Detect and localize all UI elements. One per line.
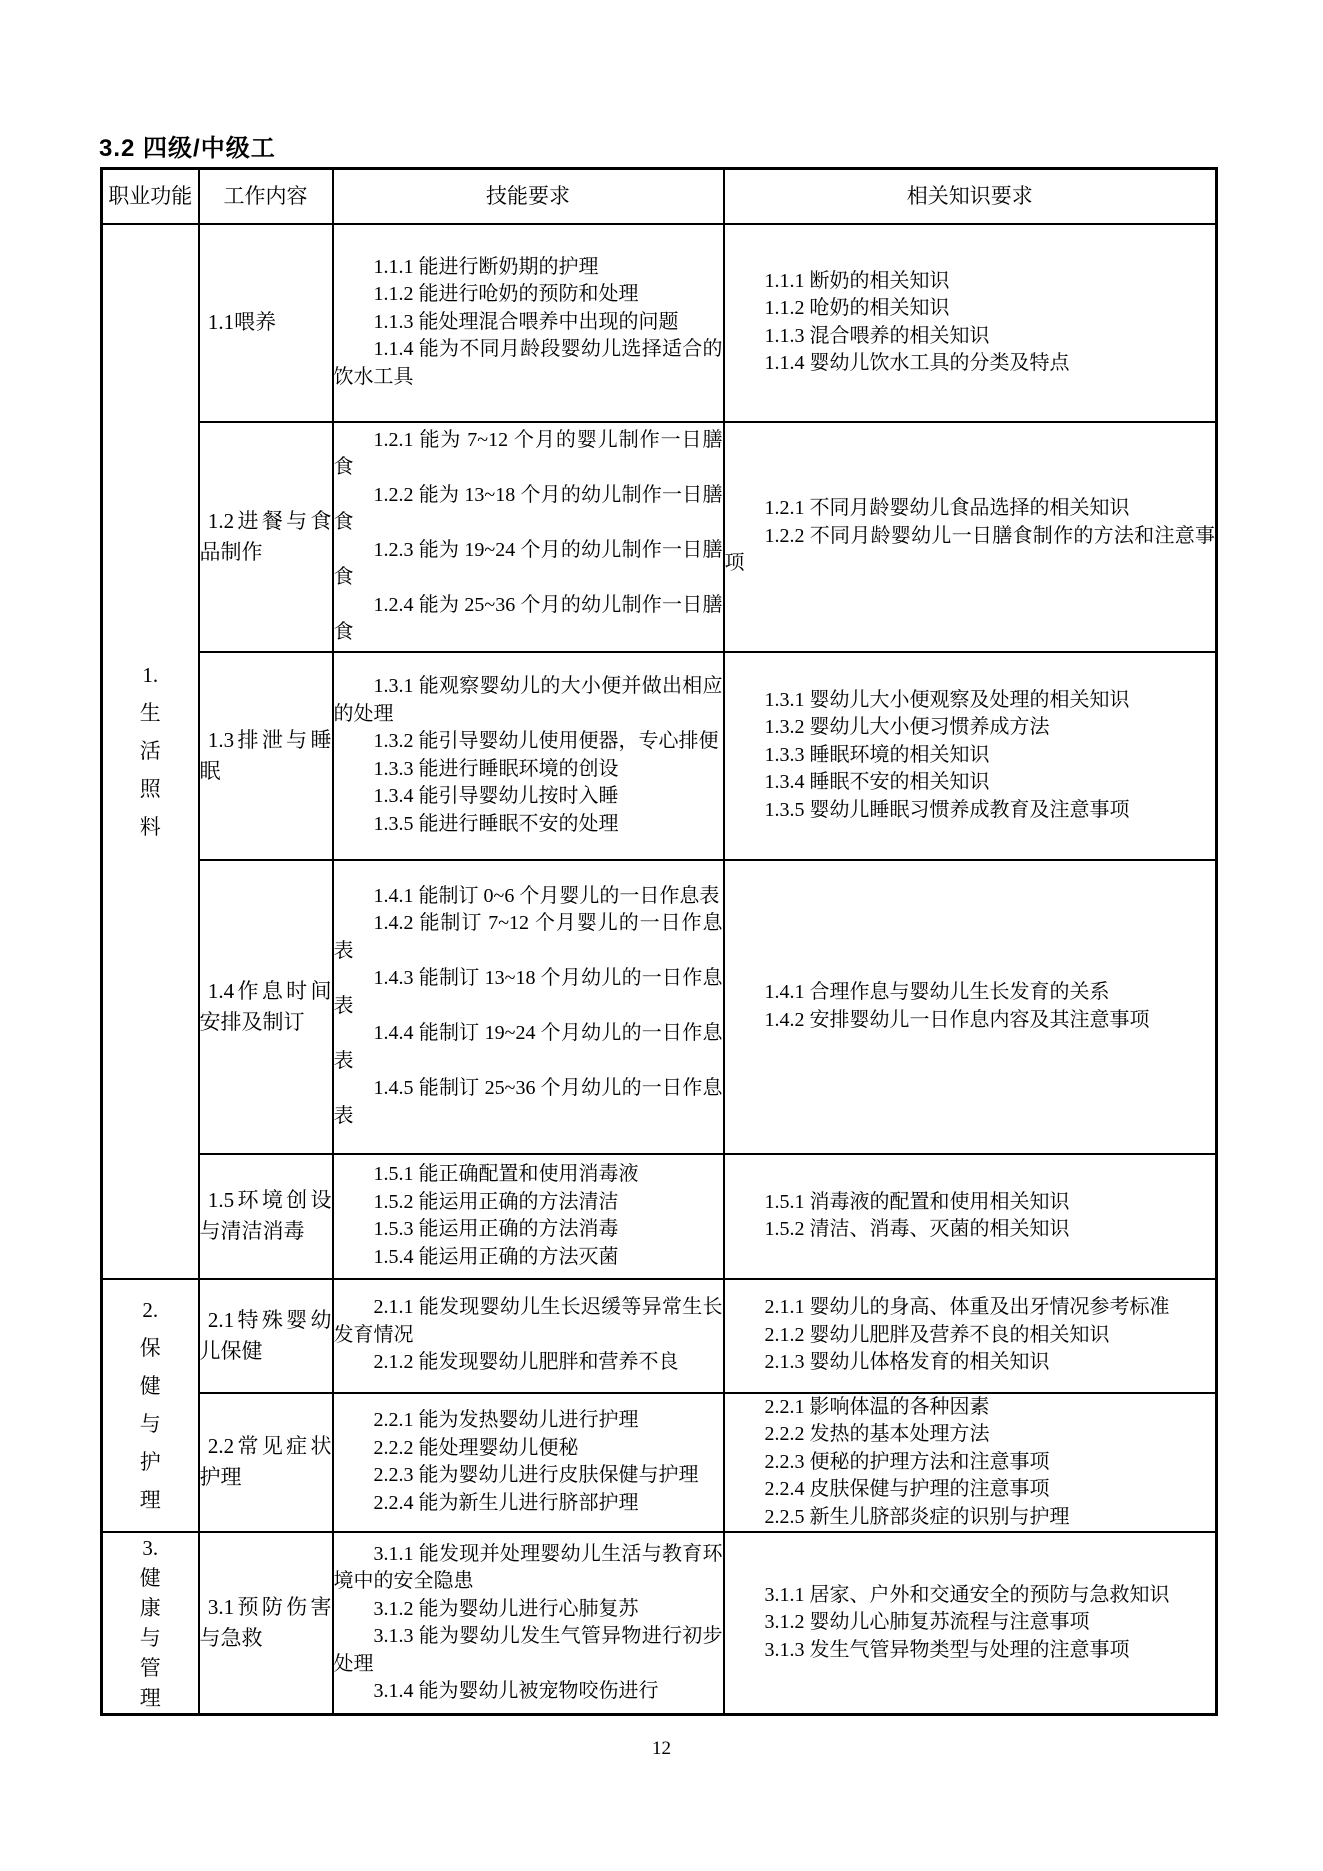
table-header-row [102,169,1217,224]
function-char: 理 [139,1686,161,1710]
function-char: 健 [139,1374,161,1399]
skills-cell-1-4 [333,860,724,1154]
table-row [102,1279,1217,1393]
skill-item: 3.1.4 能为婴幼儿被宠物咬伤进行 [373,1680,659,1702]
work-label: 1.1喂养 [207,310,277,334]
skill-item: 1.5.3 能运用正确的方法消毒 [373,1218,619,1240]
knowledge-item: 2.2.3 便秘的护理方法和注意事项 [764,1450,1050,1473]
function-char: 护 [139,1450,161,1475]
knowledge-cell-1-4 [724,860,1217,1154]
knowledge-item: 1.3.5 婴幼儿睡眠习惯养成教育及注意事项 [764,798,1130,821]
knowledge-item: 3.1.1 居家、户外和交通安全的预防与急救知识 [764,1583,1170,1606]
knowledge-item: 2.1.1 婴幼儿的身高、体重及出牙情况参考标准 [764,1296,1170,1319]
knowledge-cell-1-1 [724,224,1217,422]
skills-cell-3-1 [333,1532,724,1715]
knowledge-item: 1.2.1 不同月龄婴幼儿食品选择的相关知识 [764,497,1130,520]
skill-item: 1.4.4 能制订 19~24 个月幼儿的一日作息表 [333,1022,723,1072]
table-row [102,224,1217,422]
work-cell-1-5 [199,1154,333,1279]
knowledge-cell-1-3 [724,652,1217,860]
function-label [103,656,198,846]
function-label [103,1291,198,1519]
skill-item: 1.2.1 能为 7~12 个月的婴儿制作一日膳食 [333,428,723,478]
knowledge-item: 2.2.2 发热的基本处理方法 [764,1423,990,1445]
work-cell-1-1 [199,224,333,422]
knowledge-item: 1.1.2 呛奶的相关知识 [764,297,950,319]
skill-item: 1.1.2 能进行呛奶的预防和处理 [373,283,639,306]
skill-item: 1.4.5 能制订 25~36 个月幼儿的一日作息表 [333,1077,723,1127]
function-char: 理 [139,1488,161,1513]
header-work-content: 工作内容 [199,169,333,224]
function-cell-health-care [102,1279,199,1533]
skill-item: 1.1.4 能为不同月龄段婴幼儿选择适合的饮水工具 [333,338,723,388]
skill-item: 2.2.2 能处理婴幼儿便秘 [373,1436,579,1459]
skill-item: 1.5.2 能运用正确的方法清洁 [373,1190,619,1213]
skill-item: 1.2.4 能为 25~36 个月的幼儿制作一日膳食 [333,593,723,643]
function-char: 照 [139,777,161,801]
knowledge-item: 2.2.4 皮肤保健与护理的注意事项 [764,1478,1050,1500]
skills-cell-1-1 [333,224,724,422]
skill-item: 2.1.1 能发现婴幼儿生长迟缓等异常生长发育情况 [333,1296,723,1346]
knowledge-item: 1.5.1 消毒液的配置和使用相关知识 [764,1190,1070,1213]
work-label: 1.2进餐与食品制作 [199,508,332,564]
knowledge-item: 2.2.5 新生儿脐部炎症的识别与护理 [764,1505,1070,1528]
work-cell-3-1 [199,1532,333,1715]
skill-item: 1.5.4 能运用正确的方法灭菌 [373,1245,619,1268]
section-title: 3.2 四级/中级工 [99,135,276,162]
work-cell-1-3 [199,652,333,860]
table-row [102,1154,1217,1279]
header-knowledge-requirements: 相关知识要求 [724,169,1217,224]
function-char: 3. [142,1536,159,1560]
skill-item: 1.2.2 能为 13~18 个月的幼儿制作一日膳食 [333,483,723,533]
page-number: 12 [652,1738,671,1759]
knowledge-item: 1.3.3 睡眠环境的相关知识 [764,743,990,766]
work-cell-1-4 [199,860,333,1154]
knowledge-item: 2.2.1 影响体温的各种因素 [764,1395,990,1418]
function-char: 与 [139,1412,161,1437]
knowledge-item: 1.5.2 清洁、消毒、灭菌的相关知识 [764,1218,1070,1240]
function-cell-health-management [102,1532,199,1715]
skill-item: 1.4.2 能制订 7~12 个月婴儿的一日作息表 [333,912,723,962]
skills-cell-1-3 [333,652,724,860]
skills-cell-2-1 [333,1279,724,1393]
work-label: 1.4作息时间安排及制订 [199,978,332,1034]
standards-table [100,167,1218,1716]
skill-item: 1.3.2 能引导婴幼儿使用便器，专心排便 [373,730,719,752]
knowledge-item: 1.1.4 婴幼儿饮水工具的分类及特点 [764,352,1070,374]
knowledge-item: 3.1.3 发生气管异物类型与处理的注意事项 [764,1638,1130,1661]
knowledge-cell-1-2 [724,422,1217,652]
skill-item: 3.1.3 能为婴幼儿发生气管异物进行初步处理 [333,1625,723,1675]
knowledge-item: 1.1.1 断奶的相关知识 [764,269,950,292]
table-row [102,1393,1217,1533]
knowledge-item: 2.1.2 婴幼儿肥胖及营养不良的相关知识 [764,1323,1110,1346]
skill-item: 1.3.1 能观察婴幼儿的大小便并做出相应的处理 [333,675,723,725]
skill-item: 1.3.5 能进行睡眠不安的处理 [373,812,619,835]
knowledge-cell-2-2 [724,1393,1217,1533]
table-row [102,1532,1217,1715]
skill-item: 1.2.3 能为 19~24 个月的幼儿制作一日膳食 [333,538,723,588]
work-cell-2-1 [199,1279,333,1393]
skill-item: 2.2.4 能为新生儿进行脐部护理 [373,1491,639,1514]
knowledge-item: 1.3.2 婴幼儿大小便习惯养成方法 [764,716,1050,739]
function-char: 2. [142,1298,159,1323]
knowledge-item: 1.4.2 安排婴幼儿一日作息内容及其注意事项 [764,1008,1150,1031]
skills-cell-1-2 [333,422,724,652]
skill-item: 2.1.2 能发现婴幼儿肥胖和营养不良 [373,1351,679,1374]
table-row [102,652,1217,860]
skill-item: 1.5.1 能正确配置和使用消毒液 [373,1163,639,1185]
skill-item: 3.1.1 能发现并处理婴幼儿生活与教育环境中的安全隐患 [333,1542,723,1592]
function-char: 康 [139,1596,161,1620]
table-row [102,860,1217,1154]
work-label: 1.5环境创设与清洁消毒 [199,1188,332,1243]
skill-item: 1.1.1 能进行断奶期的护理 [373,255,599,278]
knowledge-item: 1.3.1 婴幼儿大小便观察及处理的相关知识 [764,688,1130,711]
knowledge-cell-2-1 [724,1279,1217,1393]
knowledge-item: 1.4.1 合理作息与婴幼儿生长发育的关系 [764,981,1110,1003]
work-cell-2-2 [199,1393,333,1533]
skill-item: 3.1.2 能为婴幼儿进行心肺复苏 [373,1597,639,1620]
skill-item: 1.1.3 能处理混合喂养中出现的问题 [373,310,679,333]
skill-item: 1.4.3 能制订 13~18 个月幼儿的一日作息表 [333,967,723,1017]
skill-item: 1.3.3 能进行睡眠环境的创设 [373,757,619,780]
work-label: 2.2常见症状护理 [199,1434,332,1490]
work-label: 2.1特殊婴幼儿保健 [199,1307,332,1363]
skill-item: 1.3.4 能引导婴幼儿按时入睡 [373,785,619,807]
knowledge-item: 1.3.4 睡眠不安的相关知识 [764,771,990,794]
knowledge-item: 2.1.3 婴幼儿体格发育的相关知识 [764,1351,1050,1374]
work-cell-1-2 [199,422,333,652]
skills-cell-2-2 [333,1393,724,1533]
function-char: 保 [139,1336,161,1361]
function-char: 1. [142,663,159,687]
table-row [102,422,1217,652]
function-char: 活 [139,739,161,763]
function-char: 料 [139,815,161,839]
work-label: 1.3排泄与睡眠 [199,727,332,783]
skill-item: 2.2.3 能为婴幼儿进行皮肤保健与护理 [373,1464,699,1487]
function-char: 管 [139,1656,161,1680]
function-char: 与 [139,1626,161,1650]
function-cell-life-care [102,224,199,1279]
function-char: 生 [139,701,161,725]
knowledge-cell-3-1 [724,1532,1217,1715]
skill-item: 1.4.1 能制订 0~6 个月婴儿的一日作息表 [373,884,720,907]
function-char: 健 [139,1566,161,1590]
skill-item: 2.2.1 能为发热婴幼儿进行护理 [373,1409,639,1432]
skills-cell-1-5 [333,1154,724,1279]
knowledge-item: 1.2.2 不同月龄婴幼儿一日膳食制作的方法和注意事项 [724,524,1215,575]
work-label: 3.1预防伤害与急救 [199,1595,332,1650]
knowledge-item: 1.1.3 混合喂养的相关知识 [764,324,990,347]
knowledge-cell-1-5 [724,1154,1217,1279]
function-label [103,1533,198,1713]
header-function: 职业功能 [102,169,199,224]
knowledge-item: 3.1.2 婴幼儿心肺复苏流程与注意事项 [764,1611,1090,1634]
header-skill-requirements: 技能要求 [333,169,724,224]
